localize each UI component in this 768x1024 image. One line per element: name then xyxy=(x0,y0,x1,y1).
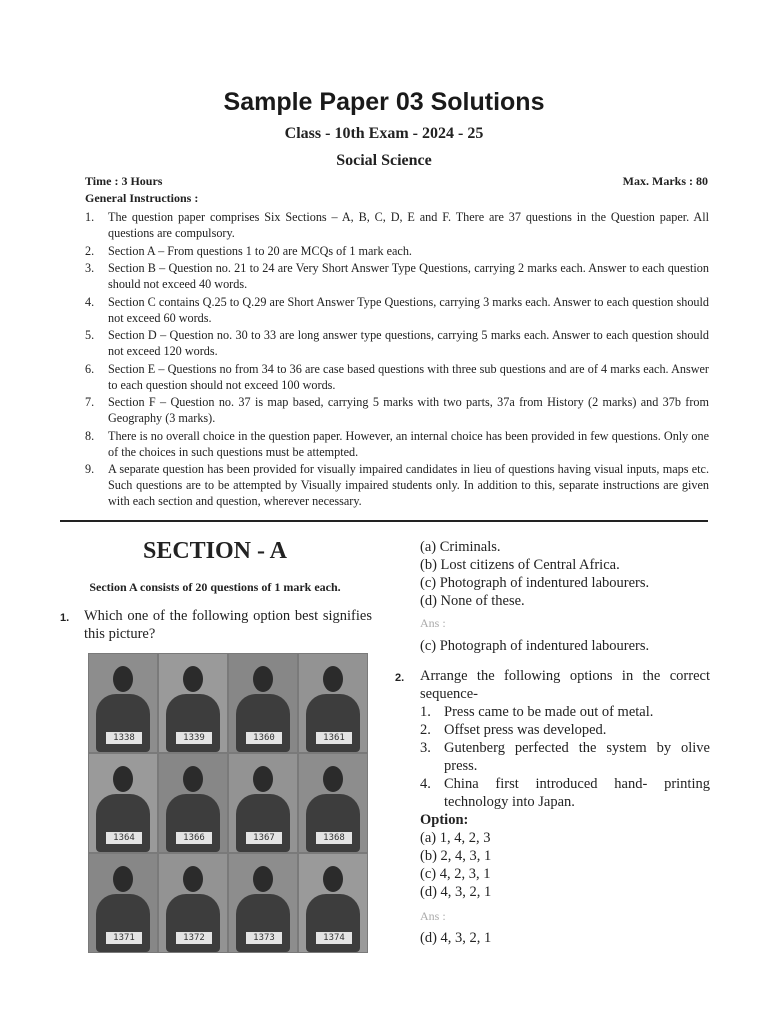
max-marks-label: Max. Marks : 80 xyxy=(622,174,708,188)
question-number: 1. xyxy=(60,612,70,624)
option-d: (d) None of these. xyxy=(420,593,525,609)
question-number: 2. xyxy=(395,672,405,684)
portrait-cell xyxy=(229,854,297,952)
question-text: Arrange the following options in the correct sequence- xyxy=(420,668,710,702)
portrait-head xyxy=(113,666,133,692)
portrait-number-plate: 1360 xyxy=(246,732,282,744)
option-b: (b) Lost citizens of Central Africa. xyxy=(420,557,620,573)
answer-text: (c) Photograph of indentured labourers. xyxy=(420,638,650,654)
portrait-head xyxy=(323,766,343,792)
portrait-cell xyxy=(159,654,227,752)
portrait-cell xyxy=(159,854,227,952)
portrait-head xyxy=(323,666,343,692)
portrait-number-plate: 1368 xyxy=(316,832,352,844)
portrait-cell xyxy=(89,754,157,852)
portrait-head xyxy=(183,866,203,892)
instruction-item: 9. A separate question has been provided for visually impaired candidates in lieu of questions having visual inputs, maps etc. Such questions are to be attempted by Visually impaired students only. In addition to this, separate instructions are given with each section and question, wherever necessary. xyxy=(85,462,709,508)
portrait-cell xyxy=(89,654,157,752)
portrait-number-plate: 1364 xyxy=(106,832,142,844)
instruction-item: 4. Section C contains Q.25 to Q.29 are Short Answer Type Questions, carrying 3 marks each. Answer to each question should not exceed 60 words. xyxy=(85,294,709,325)
option-d: (d) 4, 3, 2, 1 xyxy=(420,884,492,900)
instruction-item: 6. Section E – Questions no from 34 to 36 are case based questions with three sub questions and are of 4 marks each. Answer to each question should not exceed 100 words. xyxy=(85,361,709,392)
option-c: (c) Photograph of indentured labourers. xyxy=(420,575,650,591)
instruction-item: 3. Section B – Question no. 21 to 24 are Very Short Answer Type Questions, carrying 2 marks each. Answer to each question should not exceed 40 words. xyxy=(85,261,709,291)
portrait-head xyxy=(323,866,343,892)
sequence-item: 3. Gutenberg perfected the system by olive press. xyxy=(420,740,710,774)
portrait-number-plate: 1366 xyxy=(176,832,212,844)
instruction-item: 8. There is no overall choice in the question paper. However, an internal choice has been provided in few questions. Only one of the choices in such questions must be attempted. xyxy=(85,428,709,459)
section-divider xyxy=(60,520,708,522)
option-label: Option: xyxy=(420,812,469,828)
instructions-list xyxy=(85,209,709,511)
portrait-number-plate: 1374 xyxy=(316,932,352,944)
question-2-block xyxy=(420,667,710,947)
portrait-cell xyxy=(299,854,367,952)
question-text: Which one of the following option best signifies this picture? xyxy=(84,608,372,642)
portrait-head xyxy=(113,766,133,792)
portrait-cell xyxy=(299,654,367,752)
answer-label: Ans : xyxy=(420,616,446,630)
portrait-cell xyxy=(229,654,297,752)
portrait-number-plate: 1339 xyxy=(176,732,212,744)
portrait-head xyxy=(183,666,203,692)
instructions-heading: General Instructions : xyxy=(85,191,199,205)
portrait-cell xyxy=(229,754,297,852)
answer-text: (d) 4, 3, 2, 1 xyxy=(420,930,492,946)
option-c: (c) 4, 2, 3, 1 xyxy=(420,866,491,882)
section-subheading: Section A consists of 20 questions of 1 mark each. xyxy=(89,580,341,594)
option-b: (b) 2, 4, 3, 1 xyxy=(420,848,492,864)
portrait-number-plate: 1373 xyxy=(246,932,282,944)
section-heading: SECTION - A xyxy=(142,538,288,564)
portrait-number-plate: 1367 xyxy=(246,832,282,844)
portrait-cell xyxy=(89,854,157,952)
instruction-item: 5. Section D – Question no. 30 to 33 are long answer type questions, carrying 5 marks each. Answer to each question should not exceed 120 words. xyxy=(85,328,709,358)
portrait-head xyxy=(183,766,203,792)
page-title: Sample Paper 03 Solutions xyxy=(223,88,545,116)
instruction-item: 1. The question paper comprises Six Sections – A, B, C, D, E and F. There are 37 questions in the Question paper. All questions are compulsory. xyxy=(85,210,709,240)
portrait-head xyxy=(253,766,273,792)
option-a: (a) Criminals. xyxy=(420,539,501,555)
answer-label: Ans : xyxy=(420,909,446,923)
portrait-number-plate: 1338 xyxy=(106,732,142,744)
portrait-head xyxy=(253,666,273,692)
sequence-item: 4. China first introduced hand- printing technology into Japan. xyxy=(420,776,710,810)
instruction-item: 2. Section A – From questions 1 to 20 are MCQs of 1 mark each. xyxy=(85,243,412,258)
portrait-cell xyxy=(299,754,367,852)
exam-subtitle: Class - 10th Exam - 2024 - 25 xyxy=(284,125,484,142)
portrait-number-plate: 1371 xyxy=(106,932,142,944)
portrait-head xyxy=(113,866,133,892)
subject-title: Social Science xyxy=(336,152,432,169)
labourers-photograph xyxy=(88,653,368,953)
option-a: (a) 1, 4, 2, 3 xyxy=(420,830,491,846)
portrait-head xyxy=(253,866,273,892)
portrait-number-plate: 1372 xyxy=(176,932,212,944)
time-label: Time : 3 Hours xyxy=(85,174,163,188)
q1-options xyxy=(420,538,710,655)
portrait-number-plate: 1361 xyxy=(316,732,352,744)
instruction-item: 7. Section F – Question no. 37 is map based, carrying 5 marks with two parts, 37a from History (2 marks) and 37b from Geography (3 marks). xyxy=(85,395,709,425)
sequence-item: 1. Press came to be made out of metal. xyxy=(420,704,654,720)
sequence-item: 2. Offset press was developed. xyxy=(420,722,607,738)
portrait-cell xyxy=(159,754,227,852)
